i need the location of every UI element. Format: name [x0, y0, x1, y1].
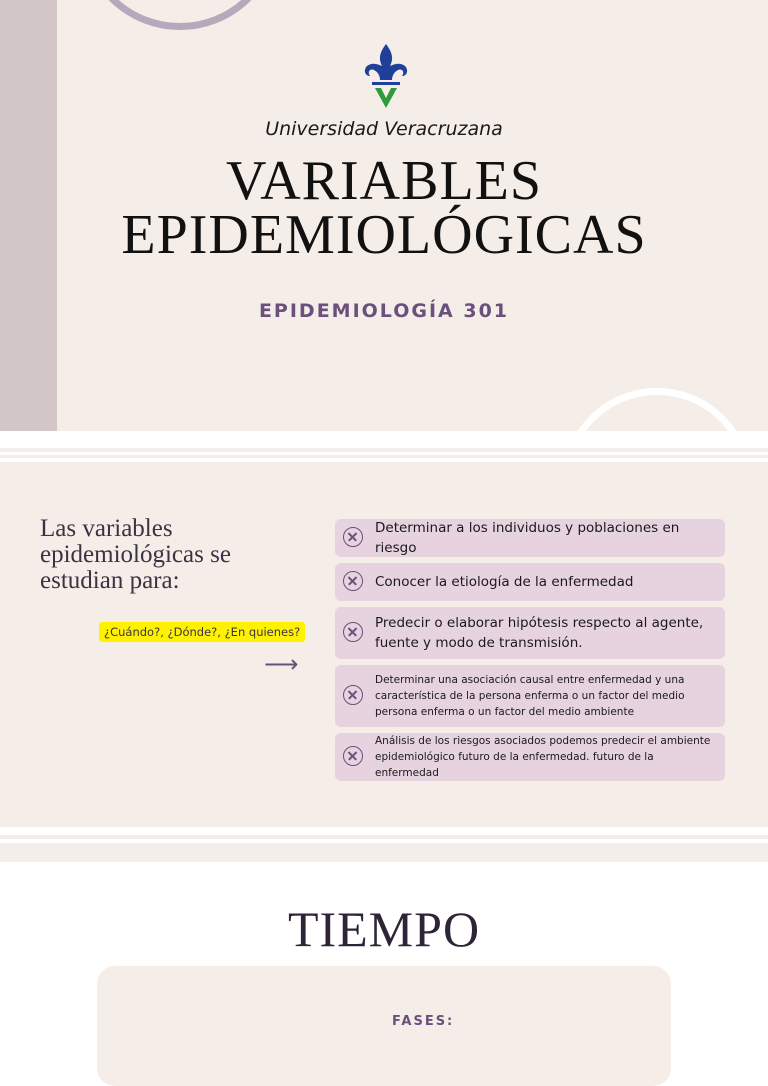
university-logo — [358, 42, 414, 110]
x-circle-icon — [343, 685, 363, 705]
divider-line — [0, 448, 768, 452]
tiempo-card — [97, 966, 671, 1086]
purpose-item — [335, 733, 725, 781]
x-circle-icon — [343, 571, 363, 591]
purpose-text: Análisis de los riesgos asociados podemos predecir el ambiente epidemiológico futuro de la enfermedad. futuro de la enfermedad — [375, 735, 711, 779]
arrow-right-icon: ⟶ — [264, 650, 299, 678]
title-line-1: VARIABLES — [225, 150, 542, 212]
cover-section — [0, 0, 768, 431]
purpose-list — [335, 519, 725, 787]
x-circle-icon — [343, 622, 363, 642]
purpose-text: Determinar una asociación causal entre enfermedad y una característica de la persona enferma o un factor del medio persona enferma o un factor del medio ambiente — [375, 674, 685, 718]
purpose-item — [335, 519, 725, 557]
divider-band — [0, 843, 768, 862]
purpose-item — [335, 607, 725, 659]
divider-line — [0, 835, 768, 839]
purpose-text: Predecir o elaborar hipótesis respecto al agente, fuente y modo de transmisión. — [375, 615, 704, 651]
tiempo-title: TIEMPO — [287, 901, 481, 957]
course-code: EPIDEMIOLOGÍA 301 — [258, 300, 510, 322]
purpose-text: Conocer la etiología de la enfermedad — [375, 574, 634, 590]
questions-highlight: ¿Cuándo?, ¿Dónde?, ¿En quienes? — [99, 622, 305, 642]
decorative-circle-bottom — [562, 388, 752, 431]
fases-label: FASES: — [392, 1014, 455, 1029]
purposes-section — [0, 462, 768, 827]
purpose-item — [335, 563, 725, 601]
decorative-circle-top — [80, 0, 280, 30]
purpose-text: Determinar a los individuos y poblaciones en riesgo — [375, 520, 680, 556]
university-name: Universidad Veracruzana — [265, 118, 503, 140]
title-line-2: EPIDEMIOLÓGICAS — [121, 204, 647, 266]
divider-line — [0, 455, 768, 458]
x-circle-icon — [343, 527, 363, 547]
x-circle-icon — [343, 746, 363, 766]
purpose-item — [335, 665, 725, 727]
purposes-heading: Las variables epidemiológicas se estudian para: — [40, 515, 231, 594]
tiempo-section — [0, 862, 768, 1029]
page-title — [0, 150, 768, 266]
